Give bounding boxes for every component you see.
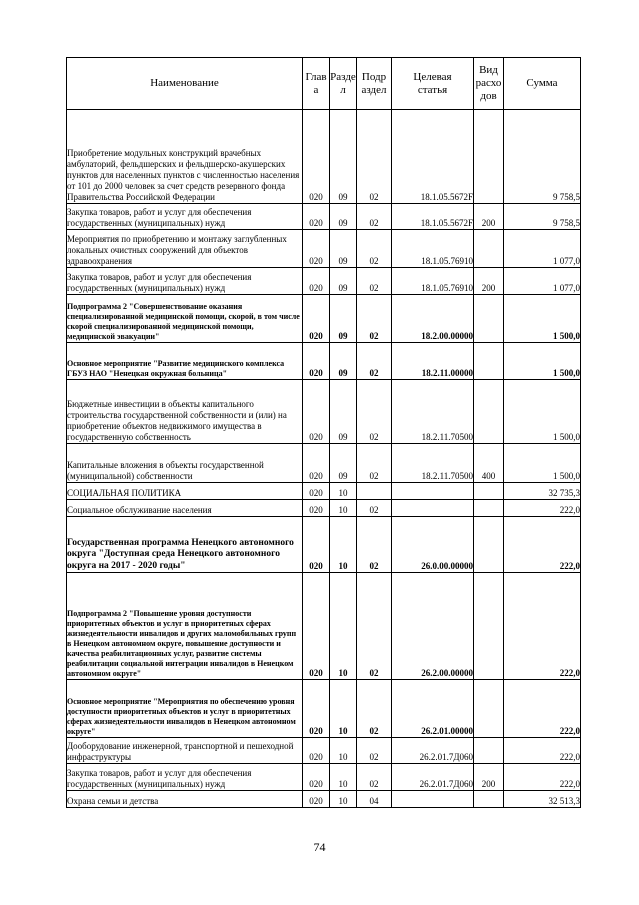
row-expense-type bbox=[474, 295, 504, 343]
row-section: 09 bbox=[330, 444, 357, 483]
row-subsection: 02 bbox=[357, 110, 392, 204]
table-row bbox=[67, 110, 581, 204]
row-sum: 1 077,0 bbox=[504, 268, 581, 295]
row-subsection: 02 bbox=[357, 517, 392, 573]
row-chapter: 020 bbox=[303, 764, 330, 791]
row-chapter: 020 bbox=[303, 791, 330, 808]
row-subsection: 02 bbox=[357, 444, 392, 483]
row-target bbox=[392, 483, 474, 500]
row-section: 10 bbox=[330, 483, 357, 500]
row-name: Государственная программа Ненецкого автономного округа "Доступная среда Ненецкого автономного округа на 2017 - 2020 годы" bbox=[67, 517, 303, 573]
table-row bbox=[67, 517, 581, 573]
row-chapter: 020 bbox=[303, 444, 330, 483]
row-section: 10 bbox=[330, 738, 357, 764]
row-target: 26.2.01.7Д060 bbox=[392, 738, 474, 764]
row-subsection: 04 bbox=[357, 791, 392, 808]
row-chapter: 020 bbox=[303, 573, 330, 680]
row-expense-type bbox=[474, 517, 504, 573]
table-row bbox=[67, 680, 581, 738]
table-row bbox=[67, 380, 581, 444]
row-expense-type bbox=[474, 483, 504, 500]
table-row bbox=[67, 500, 581, 517]
row-expense-type: 200 bbox=[474, 268, 504, 295]
row-section: 09 bbox=[330, 380, 357, 444]
row-subsection: 02 bbox=[357, 738, 392, 764]
row-sum: 1 500,0 bbox=[504, 343, 581, 380]
row-target: 18.2.00.00000 bbox=[392, 295, 474, 343]
row-name: Социальное обслуживание населения bbox=[67, 500, 303, 517]
row-chapter: 020 bbox=[303, 343, 330, 380]
row-target: 18.1.05.5672F bbox=[392, 204, 474, 230]
row-name: Дооборудование инженерной, транспортной и пешеходной инфраструктуры bbox=[67, 738, 303, 764]
row-expense-type: 200 bbox=[474, 204, 504, 230]
row-sum: 222,0 bbox=[504, 680, 581, 738]
row-section: 10 bbox=[330, 764, 357, 791]
row-subsection bbox=[357, 483, 392, 500]
row-name: Основное мероприятие "Мероприятия по обеспечению уровня доступности приоритетных объектов и услуг в приоритетных сферах жизнедеятельности инвалидов в Ненецком автономном округе" bbox=[67, 680, 303, 738]
row-section: 09 bbox=[330, 204, 357, 230]
row-name: Охрана семьи и детства bbox=[67, 791, 303, 808]
row-chapter: 020 bbox=[303, 204, 330, 230]
row-sum: 222,0 bbox=[504, 573, 581, 680]
row-expense-type bbox=[474, 110, 504, 204]
row-target bbox=[392, 791, 474, 808]
row-name: Приобретение модульных конструкций врачебных амбулаторий, фельдшерских и фельдшерско-акушерских пунктов для населенных пунктов с численностью населения от 101 до 2000 человек за счет средств резервного фонда Правительства Российской Федерации bbox=[67, 110, 303, 204]
table-row bbox=[67, 791, 581, 808]
row-section: 10 bbox=[330, 500, 357, 517]
table-row bbox=[67, 268, 581, 295]
header-target: Целевая статья bbox=[392, 58, 474, 110]
row-expense-type bbox=[474, 500, 504, 517]
row-expense-type bbox=[474, 573, 504, 680]
row-target: 18.2.11.70500 bbox=[392, 444, 474, 483]
row-sum: 222,0 bbox=[504, 764, 581, 791]
table-row bbox=[67, 573, 581, 680]
row-chapter: 020 bbox=[303, 500, 330, 517]
row-chapter: 020 bbox=[303, 483, 330, 500]
row-subsection: 02 bbox=[357, 764, 392, 791]
row-chapter: 020 bbox=[303, 295, 330, 343]
row-name: Подпрограмма 2 "Совершенствование оказания специализированной медицинской помощи, скорой, в том числе скорой специализированной медицинской помощи, медицинской эвакуации" bbox=[67, 295, 303, 343]
row-subsection: 02 bbox=[357, 500, 392, 517]
row-subsection: 02 bbox=[357, 343, 392, 380]
row-target: 18.2.11.00000 bbox=[392, 343, 474, 380]
row-expense-type bbox=[474, 738, 504, 764]
row-section: 09 bbox=[330, 343, 357, 380]
row-target: 18.2.11.70500 bbox=[392, 380, 474, 444]
header-name: Наименование bbox=[67, 58, 303, 110]
row-name: Капитальные вложения в объекты государственной (муниципальной) собственности bbox=[67, 444, 303, 483]
row-section: 10 bbox=[330, 680, 357, 738]
row-section: 10 bbox=[330, 517, 357, 573]
row-expense-type: 200 bbox=[474, 764, 504, 791]
table-row bbox=[67, 343, 581, 380]
row-sum: 9 758,5 bbox=[504, 110, 581, 204]
table-row bbox=[67, 295, 581, 343]
row-subsection: 02 bbox=[357, 573, 392, 680]
row-name: Мероприятия по приобретению и монтажу заглубленных локальных очистных сооружений для объектов здравоохранения bbox=[67, 230, 303, 268]
header-subsection: Подр аздел bbox=[357, 58, 392, 110]
row-subsection: 02 bbox=[357, 268, 392, 295]
table-row bbox=[67, 230, 581, 268]
row-subsection: 02 bbox=[357, 680, 392, 738]
row-sum: 32 735,3 bbox=[504, 483, 581, 500]
row-sum: 1 077,0 bbox=[504, 230, 581, 268]
row-name: Закупка товаров, работ и услуг для обеспечения государственных (муниципальных) нужд bbox=[67, 764, 303, 791]
row-chapter: 020 bbox=[303, 680, 330, 738]
row-target: 26.0.00.00000 bbox=[392, 517, 474, 573]
row-sum: 1 500,0 bbox=[504, 444, 581, 483]
row-section: 09 bbox=[330, 268, 357, 295]
row-expense-type bbox=[474, 343, 504, 380]
row-expense-type bbox=[474, 380, 504, 444]
row-target: 26.2.01.7Д060 bbox=[392, 764, 474, 791]
table-row bbox=[67, 483, 581, 500]
row-name: Закупка товаров, работ и услуг для обеспечения государственных (муниципальных) нужд bbox=[67, 268, 303, 295]
table-row bbox=[67, 204, 581, 230]
row-sum: 9 758,5 bbox=[504, 204, 581, 230]
row-chapter: 020 bbox=[303, 268, 330, 295]
row-chapter: 020 bbox=[303, 517, 330, 573]
table-row bbox=[67, 444, 581, 483]
row-subsection: 02 bbox=[357, 295, 392, 343]
row-expense-type bbox=[474, 791, 504, 808]
table-row bbox=[67, 738, 581, 764]
row-sum: 1 500,0 bbox=[504, 295, 581, 343]
row-section: 10 bbox=[330, 573, 357, 680]
row-section: 09 bbox=[330, 230, 357, 268]
row-target: 18.1.05.5672F bbox=[392, 110, 474, 204]
row-expense-type bbox=[474, 680, 504, 738]
row-sum: 222,0 bbox=[504, 500, 581, 517]
header-chapter: Глав а bbox=[303, 58, 330, 110]
row-name: Бюджетные инвестиции в объекты капитального строительства государственной собственности и (или) на приобретение объектов недвижимого имущества в государственную собственность bbox=[67, 380, 303, 444]
row-expense-type bbox=[474, 230, 504, 268]
row-chapter: 020 bbox=[303, 380, 330, 444]
budget-table bbox=[66, 57, 581, 808]
row-subsection: 02 bbox=[357, 204, 392, 230]
header-sum: Сумма bbox=[504, 58, 581, 110]
row-subsection: 02 bbox=[357, 230, 392, 268]
row-name: Закупка товаров, работ и услуг для обеспечения государственных (муниципальных) нужд bbox=[67, 204, 303, 230]
page-number: 74 bbox=[313, 840, 326, 854]
row-sum: 222,0 bbox=[504, 517, 581, 573]
row-section: 09 bbox=[330, 295, 357, 343]
row-chapter: 020 bbox=[303, 110, 330, 204]
row-chapter: 020 bbox=[303, 738, 330, 764]
row-target bbox=[392, 500, 474, 517]
row-expense-type: 400 bbox=[474, 444, 504, 483]
row-sum: 222,0 bbox=[504, 738, 581, 764]
row-name: Подпрограмма 2 "Повышение уровня доступности приоритетных объектов и услуг в приоритетных сферах жизнедеятельности инвалидов и других маломобильных групп в Ненецком автономном округе, повышение доступности и качества реабилитационных услуг, развитие системы реабилитации социальной интеграции инвалидов в Ненецком автономном округе" bbox=[67, 573, 303, 680]
header-row bbox=[67, 58, 581, 110]
row-sum: 32 513,3 bbox=[504, 791, 581, 808]
row-target: 26.2.00.00000 bbox=[392, 573, 474, 680]
header-section: Разде л bbox=[330, 58, 357, 110]
row-target: 18.1.05.76910 bbox=[392, 268, 474, 295]
row-name: Основное мероприятие "Развитие медицинского комплекса ГБУЗ НАО "Ненецкая окружная больница" bbox=[67, 343, 303, 380]
table-row bbox=[67, 764, 581, 791]
row-target: 18.1.05.76910 bbox=[392, 230, 474, 268]
row-chapter: 020 bbox=[303, 230, 330, 268]
row-section: 09 bbox=[330, 110, 357, 204]
row-name: СОЦИАЛЬНАЯ ПОЛИТИКА bbox=[67, 483, 303, 500]
row-section: 10 bbox=[330, 791, 357, 808]
row-sum: 1 500,0 bbox=[504, 380, 581, 444]
row-subsection: 02 bbox=[357, 380, 392, 444]
header-expense-type: Вид расхо дов bbox=[474, 58, 504, 110]
row-target: 26.2.01.00000 bbox=[392, 680, 474, 738]
